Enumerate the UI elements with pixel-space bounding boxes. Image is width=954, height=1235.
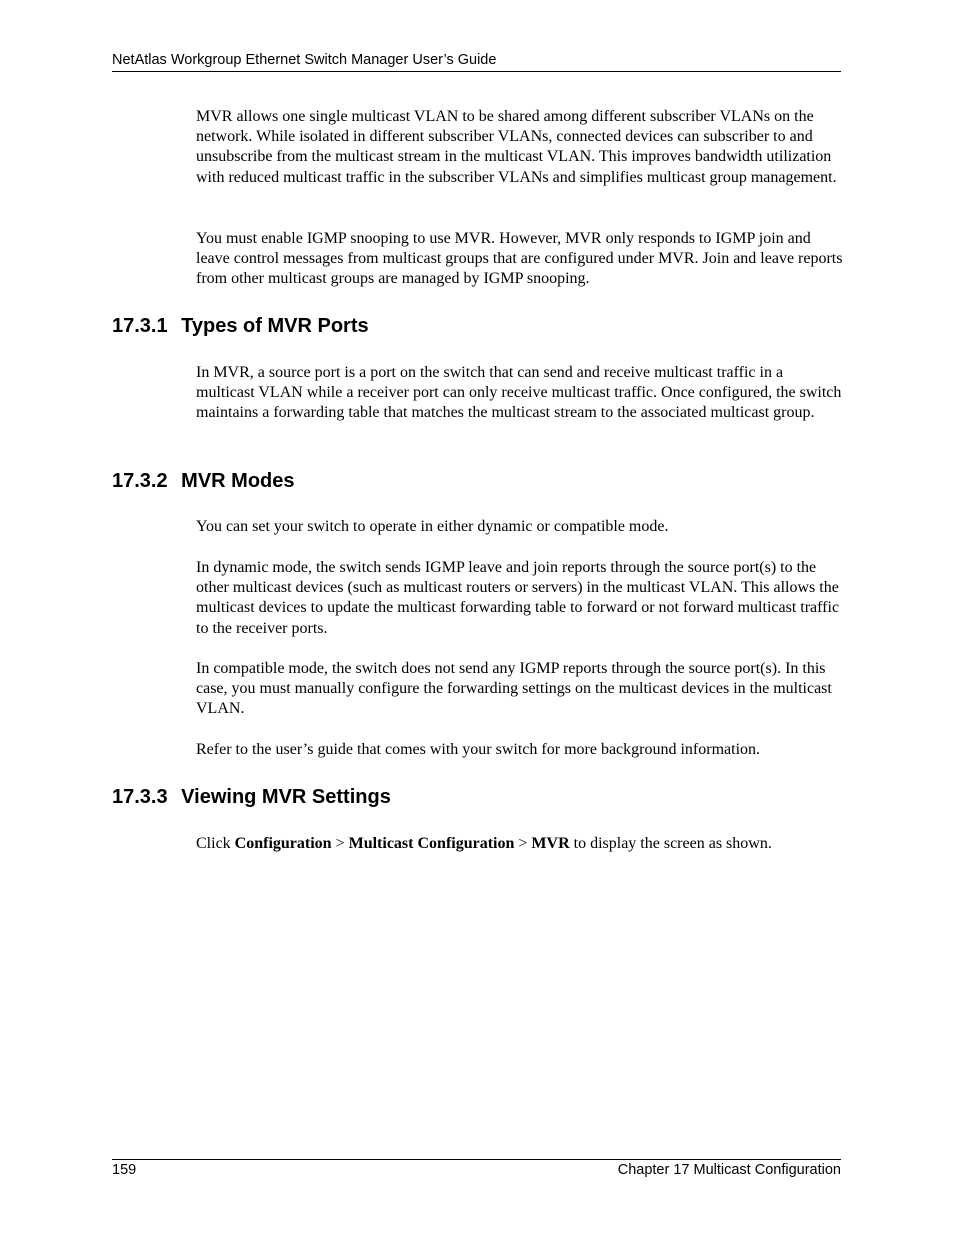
instruction-prefix: Click	[196, 835, 235, 852]
intro-paragraph-1: MVR allows one single multicast VLAN to be shared among different subscriber VLANs on the network. While isolated in different subscriber VLANs, connected devices can subscriber to and unsubscribe from the multicast stream in the multicast VLAN. This improves bandwidth utilization with reduced multicast traffic in the subscriber VLANs and simplifies multicast group management.	[196, 108, 837, 186]
menu-path-configuration: Configuration	[234, 835, 332, 852]
section-number: 17.3.3	[112, 786, 168, 808]
section-number: 17.3.1	[112, 315, 168, 337]
section-number: 17.3.2	[112, 470, 168, 492]
chapter-title: Chapter 17 Multicast Configuration	[617, 1162, 841, 1178]
footer-rule	[112, 1159, 841, 1160]
instruction-suffix: to display the screen as shown.	[569, 835, 772, 852]
types-paragraph-1: In MVR, a source port is a port on the switch that can send and receive multicast traffic in a multicast VLAN while a receiver port can only receive multicast traffic. Once configured, the switch maintains a forwarding table that matches the multicast stream to the associated multicast group.	[196, 364, 842, 422]
section-title: Types of MVR Ports	[181, 315, 369, 337]
menu-separator: >	[331, 835, 349, 852]
viewing-instruction	[196, 834, 844, 854]
section-title: Viewing MVR Settings	[181, 786, 391, 808]
running-header: NetAtlas Workgroup Ethernet Switch Manager User’s Guide	[112, 52, 497, 68]
intro-paragraph-2: You must enable IGMP snooping to use MVR. However, MVR only responds to IGMP join and leave control messages from multicast groups that are configured under MVR. Join and leave reports from other multicast groups are managed by IGMP snooping.	[196, 230, 843, 288]
modes-paragraph-2: In dynamic mode, the switch sends IGMP leave and join reports through the source port(s) to the other multicast devices (such as multicast routers or servers) in the multicast VLAN. This allows the multicast devices to update the multicast forwarding table to forward or not forward multicast traffic to the receiver ports.	[196, 559, 840, 637]
modes-paragraph-3: In compatible mode, the switch does not send any IGMP reports through the source port(s). In this case, you must manually configure the forwarding settings on the multicast devices in the multicast VLAN.	[196, 660, 832, 718]
menu-separator: >	[514, 835, 532, 852]
modes-paragraph-4: Refer to the user’s guide that comes with your switch for more background information.	[196, 741, 761, 758]
header-rule	[112, 71, 841, 72]
modes-paragraph-1: You can set your switch to operate in either dynamic or compatible mode.	[196, 518, 669, 535]
section-heading-viewing-mvr-settings	[112, 786, 391, 809]
section-heading-mvr-modes	[112, 470, 295, 493]
menu-path-multicast-configuration: Multicast Configuration	[348, 835, 515, 852]
section-heading-types-of-mvr-ports	[112, 315, 369, 338]
menu-path-mvr: MVR	[531, 835, 570, 852]
page-number: 159	[112, 1162, 137, 1178]
section-title: MVR Modes	[181, 470, 295, 492]
